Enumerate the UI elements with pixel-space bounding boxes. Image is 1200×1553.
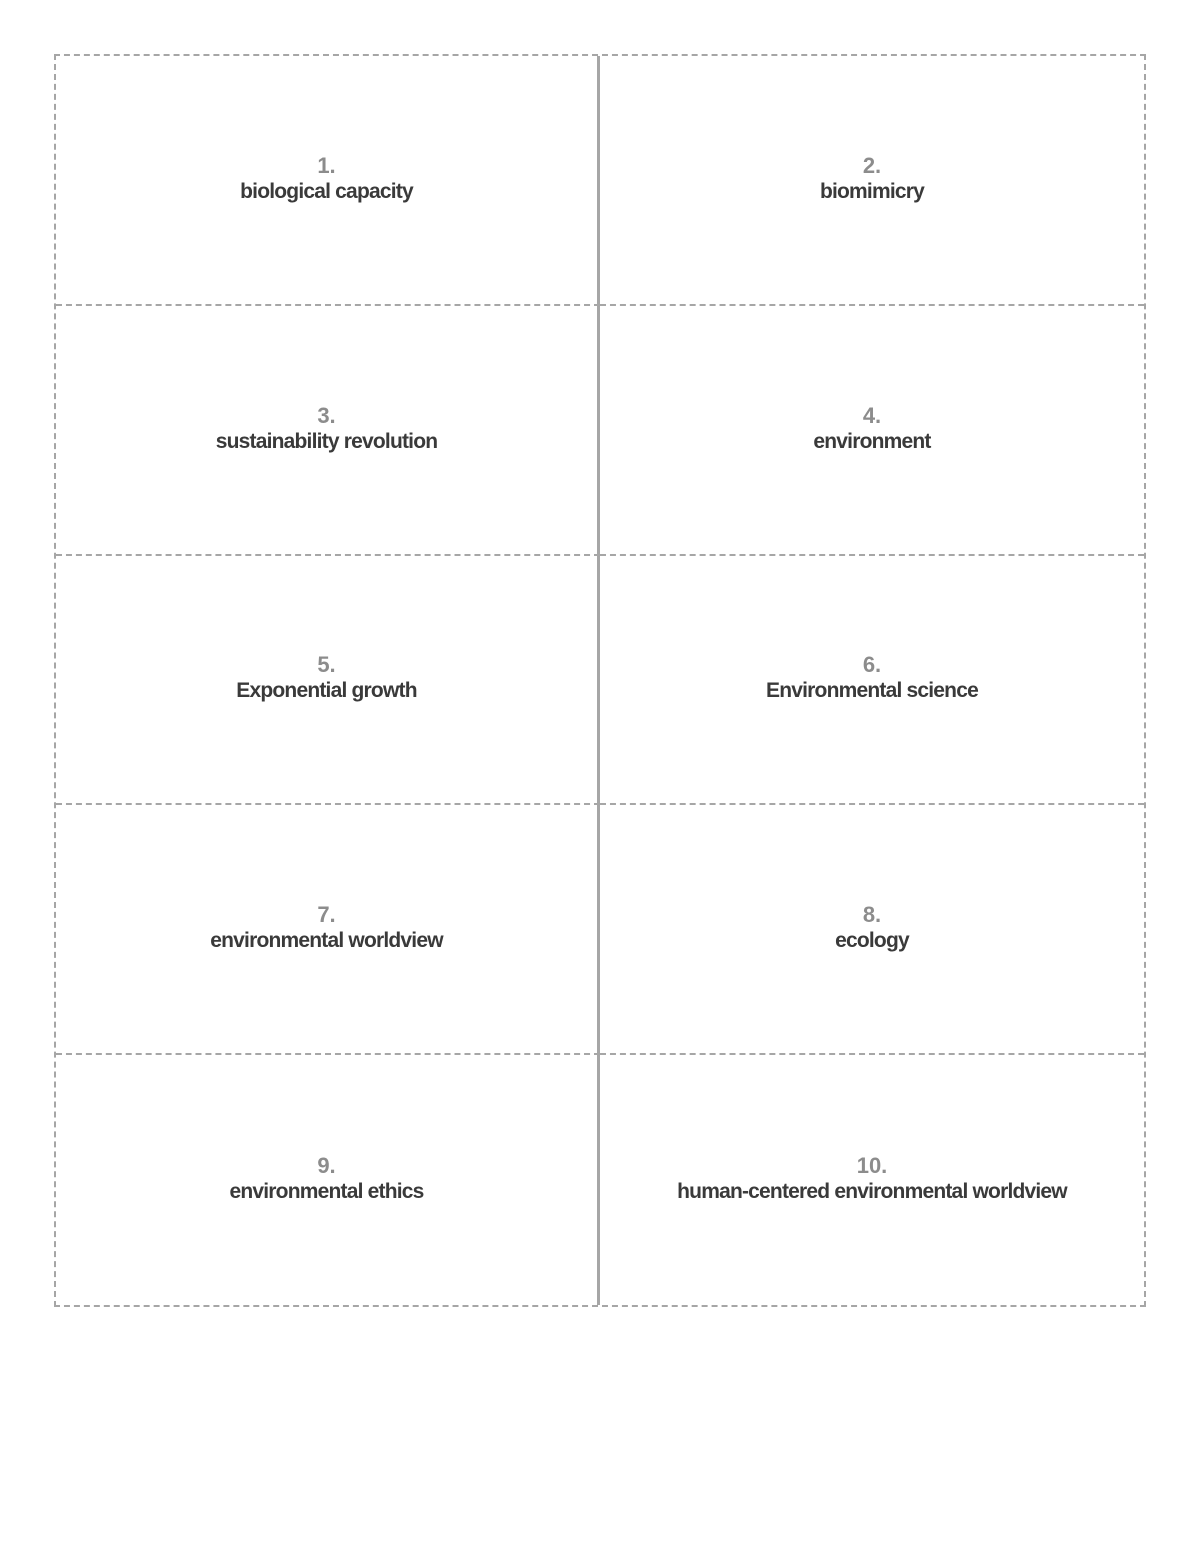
card-term: environment xyxy=(813,429,931,453)
card-term: ecology xyxy=(835,929,909,953)
flashcard xyxy=(56,805,600,1055)
flashcard-sheet xyxy=(54,54,1146,1307)
card-term: biological capacity xyxy=(240,179,413,203)
card-term: human-centered environmental worldview xyxy=(677,1180,1067,1204)
card-term: environmental worldview xyxy=(210,929,443,953)
card-number: 7. xyxy=(317,902,336,928)
flashcard xyxy=(56,1055,600,1305)
card-number: 6. xyxy=(862,652,882,678)
card-term: Environmental science xyxy=(766,679,978,703)
card-number: 2. xyxy=(862,152,882,178)
flashcard xyxy=(56,56,600,306)
card-term: Exponential growth xyxy=(236,679,417,703)
card-number: 8. xyxy=(862,902,882,928)
card-number: 4. xyxy=(862,402,882,428)
flashcard xyxy=(600,1055,1144,1305)
flashcard xyxy=(600,56,1144,306)
card-number: 9. xyxy=(317,1153,336,1179)
flashcard xyxy=(600,805,1144,1055)
card-term: sustainability revolution xyxy=(215,429,438,453)
flashcard xyxy=(600,556,1144,806)
flashcard xyxy=(600,306,1144,556)
flashcard xyxy=(56,306,600,556)
flashcard xyxy=(56,556,600,806)
card-term: biomimicry xyxy=(819,179,925,203)
card-number: 1. xyxy=(317,152,336,178)
card-number: 10. xyxy=(856,1153,888,1179)
card-term: environmental ethics xyxy=(229,1180,424,1204)
card-number: 3. xyxy=(317,402,336,428)
card-number: 5. xyxy=(317,652,336,678)
